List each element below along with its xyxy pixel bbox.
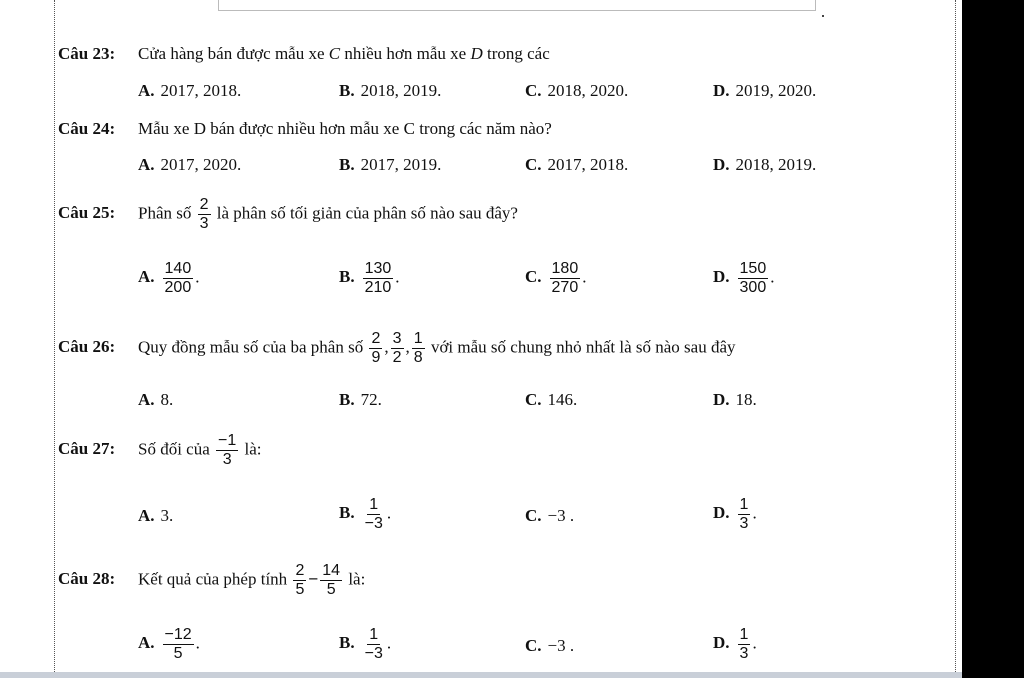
- question-text-2: là:: [244, 439, 262, 459]
- q25-option-b[interactable]: B. $\frac{130}{210}$ .: [339, 260, 400, 296]
- q24-option-c[interactable]: C. 2017, 2018.: [525, 155, 629, 174]
- top-box: [218, 0, 816, 11]
- fraction: $\frac{1}{3}$: [739, 626, 749, 662]
- var-d: D: [470, 44, 483, 63]
- fraction-2: $\frac{14}{5}$: [322, 562, 341, 598]
- fraction: $\frac{2}{3}$: [199, 196, 209, 232]
- fraction: $\frac{180}{270}$: [551, 260, 579, 296]
- question-text: Phân số: [138, 203, 192, 223]
- question-text: Số đối của: [138, 439, 210, 459]
- q24-option-a[interactable]: A. 2017, 2020.: [138, 155, 242, 174]
- question-number: Câu 25:: [58, 203, 116, 223]
- q27-option-d[interactable]: D. $\frac{1}{3}$ .: [713, 496, 757, 532]
- fraction-3: $\frac{1}{8}$: [413, 330, 423, 366]
- q27-option-c[interactable]: C. −3 .: [525, 506, 575, 525]
- question-number: Câu 24:: [58, 119, 116, 138]
- q24-option-d[interactable]: D. 2018, 2019.: [713, 155, 817, 174]
- question-28: Câu 28: Kết quả của phép tính $\frac{2}{5}$ − $\frac{14}{5}$ là:: [58, 562, 366, 598]
- question-text: Mẫu xe D bán được nhiều hơn mẫu xe C trong các năm nào?: [138, 119, 552, 138]
- q26-option-b[interactable]: B. 72.: [339, 390, 382, 409]
- question-23: [58, 44, 550, 64]
- q26-option-c[interactable]: C. 146.: [525, 390, 578, 409]
- q23-option-d[interactable]: D. 2019, 2020.: [713, 81, 817, 100]
- fraction-1: $\frac{2}{9}$: [371, 330, 381, 366]
- q24-option-b[interactable]: B. 2017, 2019.: [339, 155, 442, 174]
- fraction: $\frac{150}{300}$: [739, 260, 767, 296]
- q27-option-b[interactable]: B. $\frac{1}{-3}$ .: [339, 496, 392, 532]
- question-number: Câu 23:: [58, 44, 116, 63]
- q23-option-a[interactable]: A. 2017, 2018.: [138, 81, 242, 100]
- question-text-2: là:: [348, 569, 366, 589]
- fraction: $\frac{1}{-3}$: [364, 626, 383, 662]
- question-text-2: là phân số tối giản của phân số nào sau đây?: [216, 203, 518, 223]
- question-text-2: với mẫu số chung nhỏ nhất là số nào sau đây: [430, 337, 736, 357]
- q25-option-c[interactable]: C. $\frac{180}{270}$ .: [525, 260, 587, 296]
- q23-option-b[interactable]: B. 2018, 2019.: [339, 81, 442, 100]
- question-27: [58, 432, 262, 469]
- q26-option-a[interactable]: A. 8.: [138, 390, 174, 409]
- fraction: $\frac{1}{-3}$: [364, 496, 383, 532]
- bottom-scroll-bar[interactable]: [0, 672, 962, 678]
- left-margin-line: [54, 0, 55, 678]
- question-text-2: nhiều hơn mẫu xe: [340, 44, 471, 63]
- question-text-3: trong các: [482, 44, 550, 63]
- question-text: Cửa hàng bán được mẫu xe: [138, 44, 329, 63]
- q25-option-a[interactable]: A. $\frac{140}{200}$ .: [138, 260, 200, 296]
- question-number: Câu 28:: [58, 569, 116, 589]
- fraction: $\frac{1}{3}$: [739, 496, 749, 532]
- q28-option-c[interactable]: C. −3 .: [525, 636, 575, 655]
- fraction: $\frac{-12}{5}$: [164, 626, 192, 662]
- q28-option-a[interactable]: A. $\frac{-12}{5}$ .: [138, 626, 200, 662]
- question-text: Quy đồng mẫu số của ba phân số: [138, 337, 364, 357]
- question-26: Câu 26: Quy đồng mẫu số của ba phân số $\frac{2}{9}$ , $\frac{3}{2}$ , $\frac{1}{8}$ với mẫu số chung nhỏ nhất là số nào sau đây: [58, 330, 736, 366]
- top-dot: [822, 15, 824, 17]
- fraction: $\frac{-1}{3}$: [218, 432, 237, 468]
- q26-option-d[interactable]: D. 18.: [713, 390, 757, 409]
- right-dark-panel: [962, 0, 1024, 678]
- right-margin-line: [955, 0, 956, 678]
- question-24: [58, 119, 552, 139]
- fraction: $\frac{130}{210}$: [364, 260, 392, 296]
- fraction: $\frac{140}{200}$: [164, 260, 192, 296]
- q28-option-b[interactable]: B. $\frac{1}{-3}$ .: [339, 626, 392, 662]
- q28-option-d[interactable]: D. $\frac{1}{3}$ .: [713, 626, 757, 662]
- fraction-1: $\frac{2}{5}$: [295, 562, 305, 598]
- q27-option-a[interactable]: A. 3.: [138, 506, 174, 525]
- question-text: Kết quả của phép tính: [138, 569, 288, 589]
- q25-option-d[interactable]: D. $\frac{150}{300}$ .: [713, 260, 775, 296]
- question-number: Câu 26:: [58, 337, 116, 357]
- question-number: Câu 27:: [58, 439, 116, 459]
- var-c: C: [328, 44, 341, 63]
- q23-option-c[interactable]: C. 2018, 2020.: [525, 81, 629, 100]
- question-25: [58, 196, 518, 233]
- fraction-2: $\frac{3}{2}$: [392, 330, 402, 366]
